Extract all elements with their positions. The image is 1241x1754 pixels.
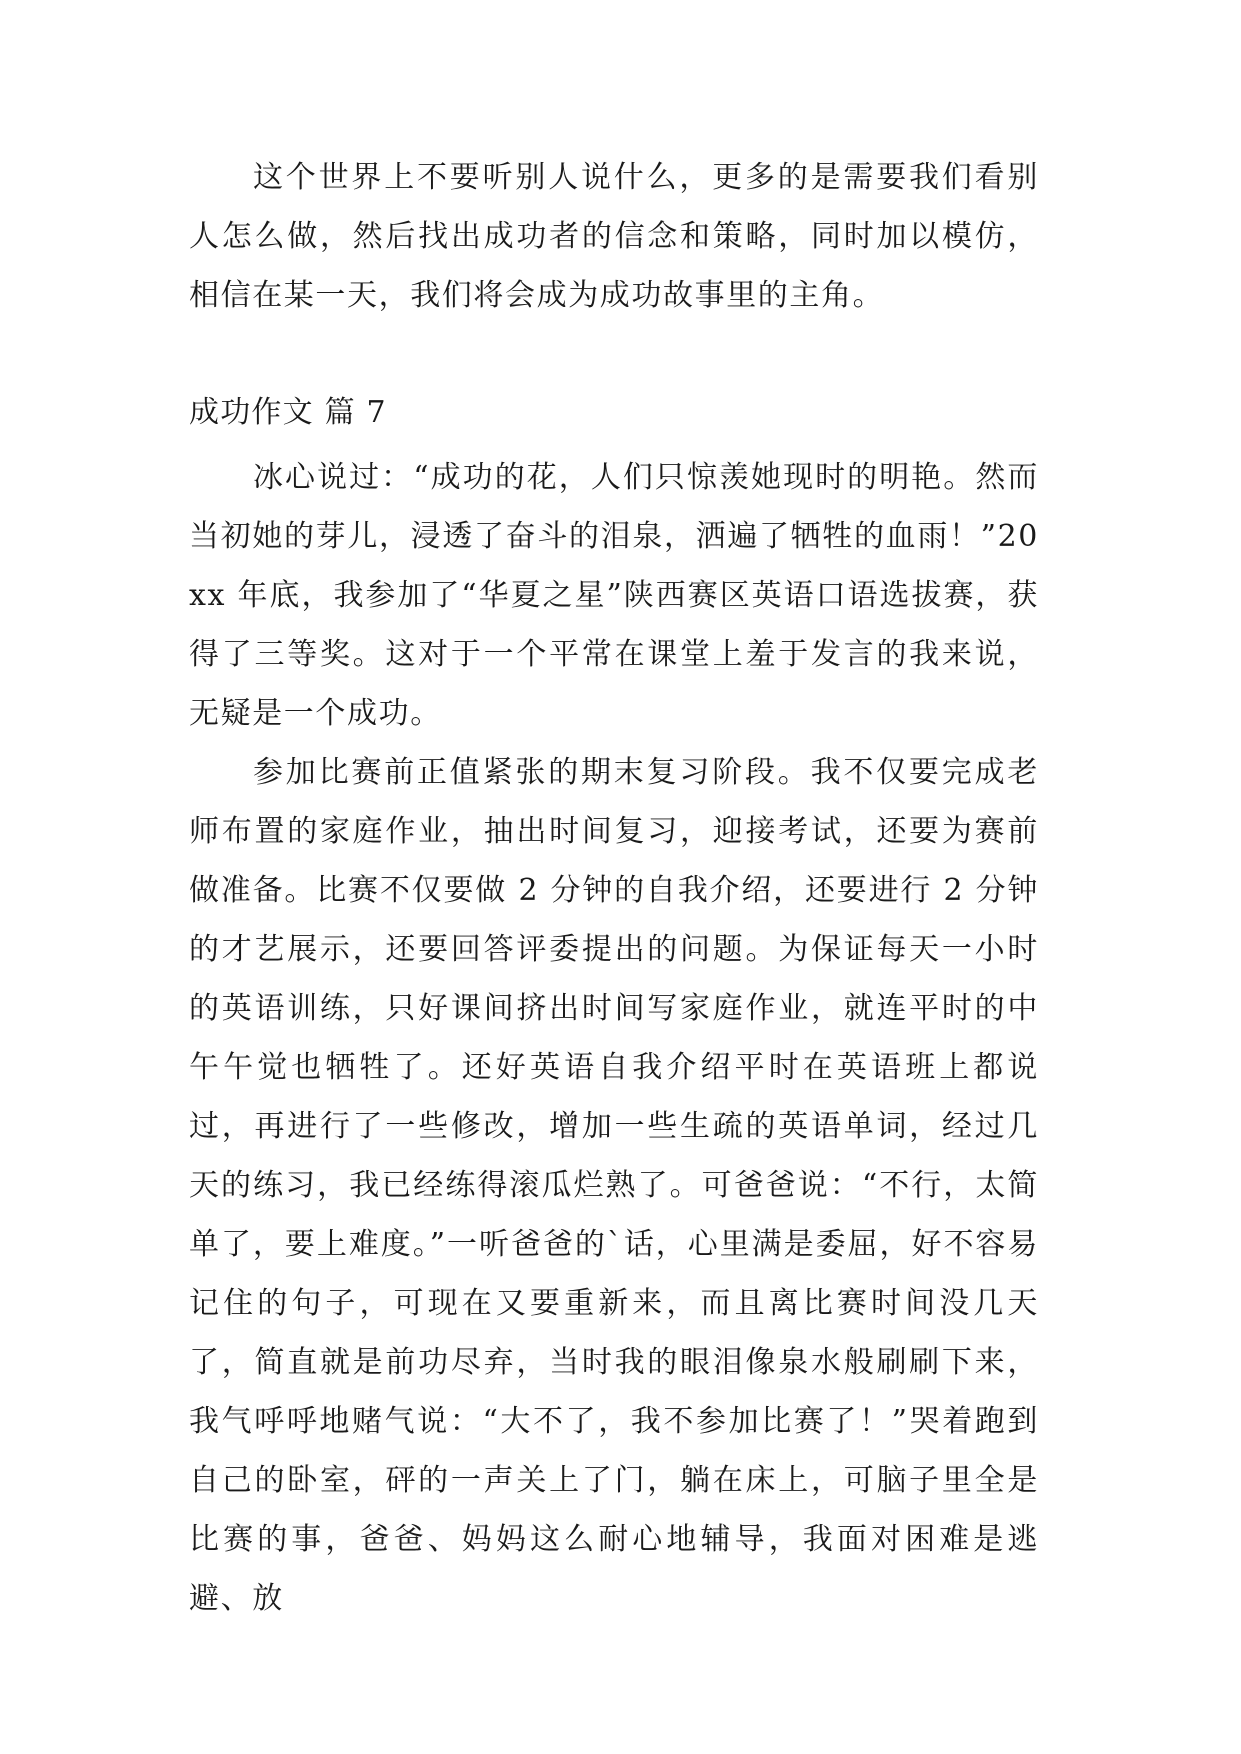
section-title: 成功作文 xyxy=(189,395,314,430)
body-paragraph-2: 参加比赛前正值紧张的期末复习阶段。我不仅要完成老师布置的家庭作业，抽出时间复习，迎接考试，还要为赛前做准备。比赛不仅要做 2 分钟的自我介绍，还要进行 2 分钟的才艺展示，还要回答评委提出的问题。为保证每天一小时的英语训练，只好课间挤出时间写家庭作业，就连平时的中午午觉也牺牲了。还好英语自我介绍平时在英语班上都说过，再进行了一些修改，增加一些生疏的英语单词，经过几天的练习，我已经练得滚瓜烂熟了。可爸爸说：“不行，太简单了，要上难度。”一听爸爸的`话，心里满是委屈，好不容易记住的句子，可现在又要重新来，而且离比赛时间没几天了，简直就是前功尽弃，当时我的眼泪像泉水般刷刷下来，我气呼呼地赌气说：“大不了，我不参加比赛了！”哭着跑到自己的卧室，砰的一声关上了门，躺在床上，可脑子里全是比赛的事，爸爸、妈妈这么耐心地辅导，我面对困难是逃避、放 xyxy=(189,755,1039,1616)
section-heading xyxy=(189,393,387,433)
section-number: 篇 7 xyxy=(324,395,387,430)
intro-paragraph: 这个世界上不要听别人说什么，更多的是需要我们看别人怎么做，然后找出成功者的信念和策略，同时加以模仿，相信在某一天，我们将会成为成功故事里的主角。 xyxy=(189,160,1039,313)
body-paragraph-1: 冰心说过：“成功的花，人们只惊羡她现时的明艳。然而当初她的芽儿，浸透了奋斗的泪泉，洒遍了牺牲的血雨！”20xx 年底，我参加了“华夏之星”陕西赛区英语口语选拔赛，获得了三等奖。这对于一个平常在课堂上羞于发言的我来说，无疑是一个成功。 xyxy=(189,460,1039,731)
